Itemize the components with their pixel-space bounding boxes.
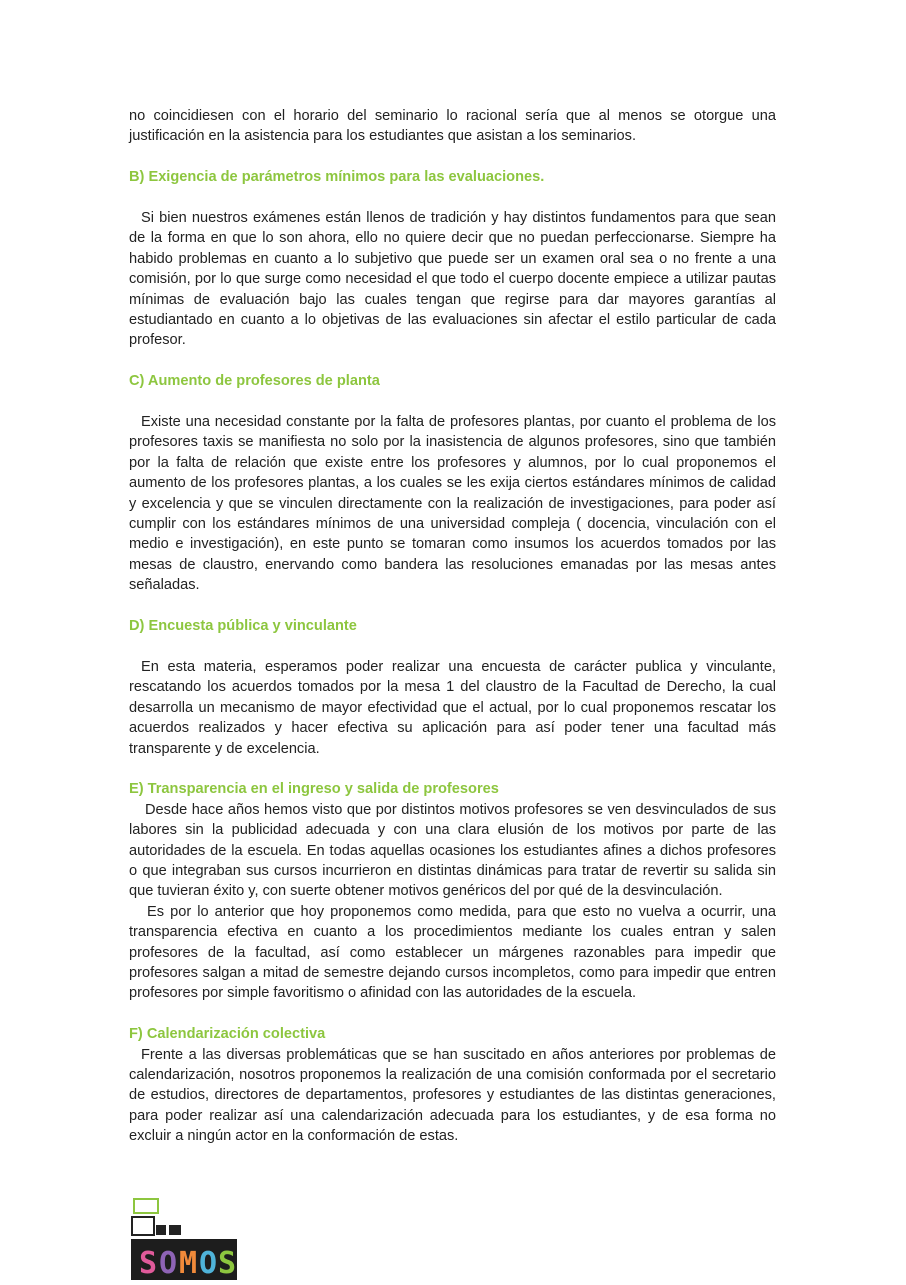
logo-letter-m: M (179, 1246, 198, 1280)
logo-letter-s2: S (218, 1246, 237, 1280)
logo-letter-o2: O (199, 1246, 218, 1280)
logo-block-1 (156, 1225, 166, 1235)
section-e-heading: E) Transparencia en el ingreso y salida de profesores (129, 781, 499, 798)
section-c-paragraph: Existe una necesidad constante por la falta de profesores plantas, por cuanto el problema de los profesores taxis se manifiesta no solo por la inasistencia de algunos profesores, sino que también por la falta de relación que existe entre los profesores y alumnos, por lo cual proponemos el aumento de los profesores plantas, a los cuales se les exija ciertos estándares mínimos de calidad y excelencia y que se vinculen directamente con la realización de investigaciones, para poder así cumplir con los estándares mínimos de una universidad compleja ( docencia, vinculación con el medio e investigación), en este punto se tomaran como insumos los acuerdos tomados por las mesas de claustro, enervando como bandera las resoluciones emanadas por las mesas antes señaladas. (129, 414, 776, 594)
logo-letter-o1: O (159, 1246, 178, 1280)
somos-logo-graphic (129, 1195, 239, 1280)
logo-block-2 (169, 1225, 181, 1235)
logo-letter-s1: S (139, 1246, 158, 1280)
section-c-heading: C) Aumento de profesores de planta (129, 373, 380, 390)
intro-paragraph: no coincidiesen con el horario del seminario lo racional sería que al menos se otorgue una justificación en la asistencia para los estudiantes que asistan a los seminarios. (129, 108, 776, 145)
section-e-paragraph-2: Es por lo anterior que hoy proponemos como medida, para que esto no vuelva a ocurrir, una transparencia efectiva en cuanto a los procedimientos mediante los cuales entran y salen profesores de la facultad, así como establecer un márgenes razonables para impedir que profesores salgan a mitad de semestre dejando cursos incompletos, como para impedir que entren profesores por simple favoritismo o afinidad con las autoridades de la escuela. (129, 903, 776, 1002)
somos-logo (129, 1195, 239, 1280)
logo-outline-block (134, 1199, 158, 1213)
section-d-paragraph: En esta materia, esperamos poder realizar una encuesta de carácter publica y vinculante, rescatando los acuerdos tomados por la mesa 1 del claustro de la Facultad de Derecho, la cual desarrolla un mecanismo de mayor efectividad que el actual, por lo cual proponemos rescatar los acuerdos realizados y hacer efectiva su aplicación para así poder tener una facultad más transparente y de excelencia. (129, 658, 776, 757)
logo-outline-box (132, 1217, 154, 1235)
section-b-heading: B) Exigencia de parámetros mínimos para las evaluaciones. (129, 169, 545, 186)
section-d-heading: D) Encuesta pública y vinculante (129, 618, 357, 635)
section-b-paragraph: Si bien nuestros exámenes están llenos de tradición y hay distintos fundamentos para que sean de la forma en que lo son ahora, ello no quiere decir que no puedan perfeccionarse. Siempre ha habido problemas en cuanto a lo subjetivo que puede ser un examen oral sea o no frente a una comisión, por lo que surge como necesidad el que todo el cuerpo docente empiece a utilizar pautas mínimas de evaluación bajo las cuales tengan que regirse para dar mayores garantías al estudiantado en cuanto a lo objetivas de las evaluaciones sin afectar el estilo particular de cada profesor. (129, 210, 776, 349)
section-f-heading: F) Calendarización colectiva (129, 1026, 326, 1043)
document-page (129, 106, 776, 1147)
section-e-paragraph-1: Desde hace años hemos visto que por distintos motivos profesores se ven desvinculados de sus labores sin la publicidad adecuada y con una clara elusión de los motivos por parte de las autoridades de la escuela. En todas aquellas ocasiones los estudiantes afines a dichos profesores o que integraban sus cursos incurrieron en distintas dinámicas para tratar de revertir su salida sin que tuvieran éxito y, con suerte obtener motivos genéricos del por qué de la desvinculación. (129, 801, 776, 900)
section-f-paragraph: Frente a las diversas problemáticas que se han suscitado en años anteriores por problemas de calendarización, nosotros proponemos la realización de una comisión conformada por el secretario de estudios, directores de departamentos, profesores y estudiantes de las distintas generaciones, para poder realizar así una calendarización adecuada para los estudiantes, y de esa forma no excluir a ningún actor en la conformación de estas. (129, 1046, 776, 1145)
